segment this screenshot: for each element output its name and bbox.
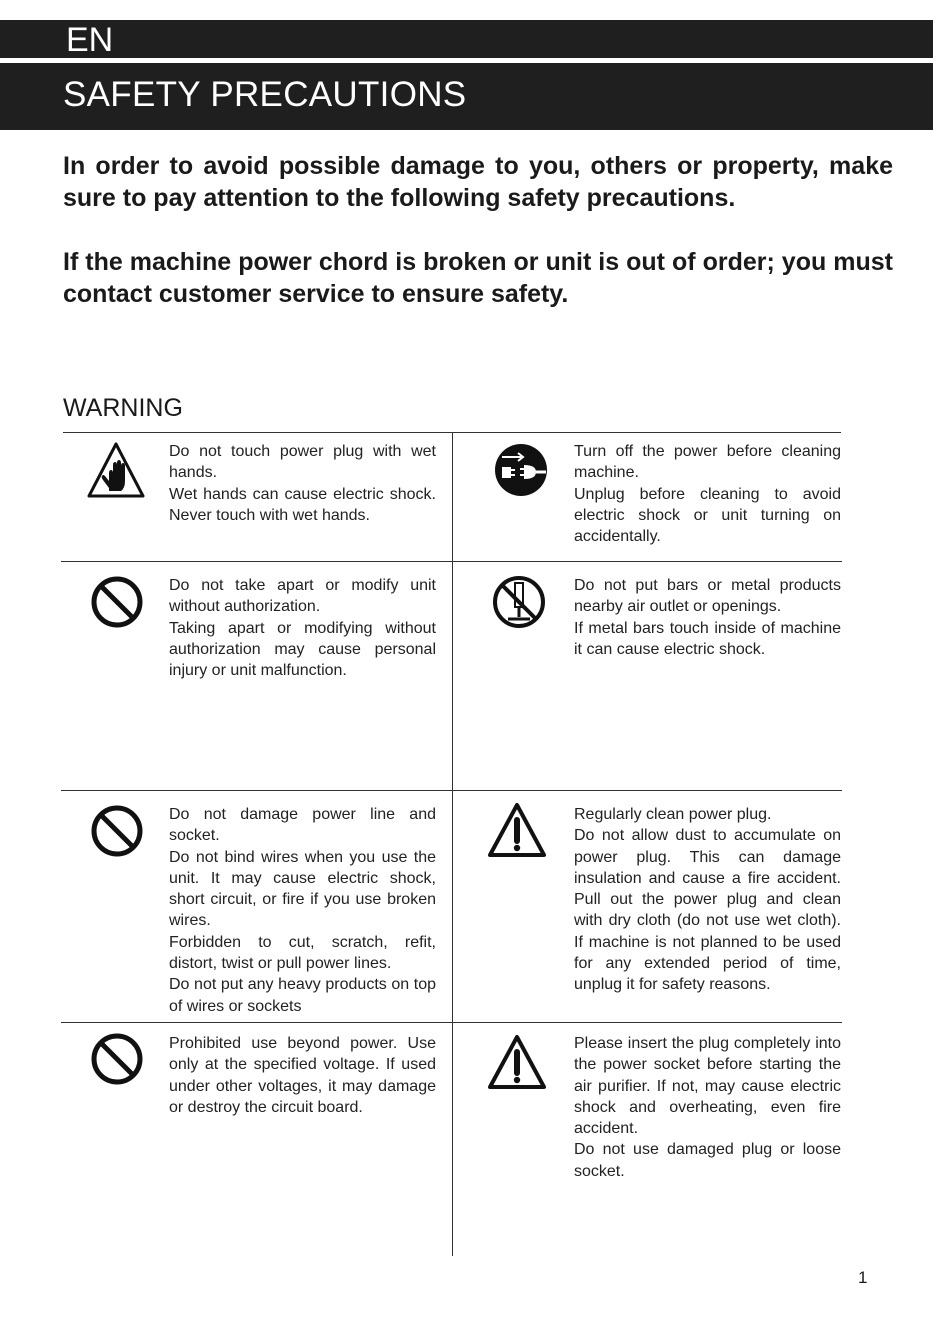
warning-text: Prohibited use beyond power. Use only at the specified voltage. If used under other voltages, it may damage or destroy the circuit board.	[169, 1035, 436, 1116]
intro-paragraph-1: In order to avoid possible damage to you, others or property, make sure to pay attention to the following safety precautions.	[63, 152, 893, 212]
warning-text: Do not take apart or modify unit without authorization. Taking apart or modifying without authorization may cause personal injury or unit malfunction.	[169, 577, 436, 680]
page-title: SAFETY PRECAUTIONS	[63, 75, 467, 114]
warning-text: Do not touch power plug with wet hands. Wet hands can cause electric shock. Never touch with wet hands.	[169, 443, 436, 524]
warning-text: Do not damage power line and socket. Do not bind wires when you use the unit. It may cause electric shock, short circuit, or fire if you use broken wires. Forbidden to cut, scratch, refit, distort, twist or pull power lines. Do not put any heavy products on top of wires or sockets	[169, 806, 436, 1015]
page-number: 1	[858, 1268, 868, 1287]
title-bar	[0, 63, 933, 130]
language-label: EN	[66, 21, 114, 59]
intro-paragraph-2: If the machine power chord is broken or unit is out of order; you must contact customer service to ensure safety.	[63, 248, 893, 308]
unplug-icon	[492, 441, 550, 499]
no-metal-bars-icon	[490, 573, 548, 631]
caution-triangle-icon	[488, 801, 546, 859]
language-bar	[0, 20, 933, 58]
grid-column-divider	[452, 433, 453, 1256]
wet-hand-warning-icon	[87, 441, 145, 499]
prohibited-icon	[88, 802, 146, 860]
warning-heading: WARNING	[63, 394, 183, 422]
warning-text: Do not put bars or metal products nearby air outlet or openings. If metal bars touch inside of machine it can cause electric shock.	[574, 577, 841, 658]
warning-text: Please insert the plug completely into the power socket before starting the air purifier. If not, may cause electric shock and overheating, even fire accident. Do not use damaged plug or loose socket.	[574, 1035, 841, 1180]
prohibited-icon	[88, 1030, 146, 1088]
prohibited-icon	[88, 573, 146, 631]
caution-triangle-icon	[488, 1033, 546, 1091]
warning-text: Regularly clean power plug. Do not allow dust to accumulate on power plug. This can damage insulation and cause a fire accident. Pull out the power plug and clean with dry cloth (do not use wet cloth). If machine is not planned to be used for any extended period of time, unplug it for safety reasons.	[574, 806, 841, 994]
warning-text: Turn off the power before cleaning machine. Unplug before cleaning to avoid electric shock or unit turning on accidentally.	[574, 443, 841, 546]
